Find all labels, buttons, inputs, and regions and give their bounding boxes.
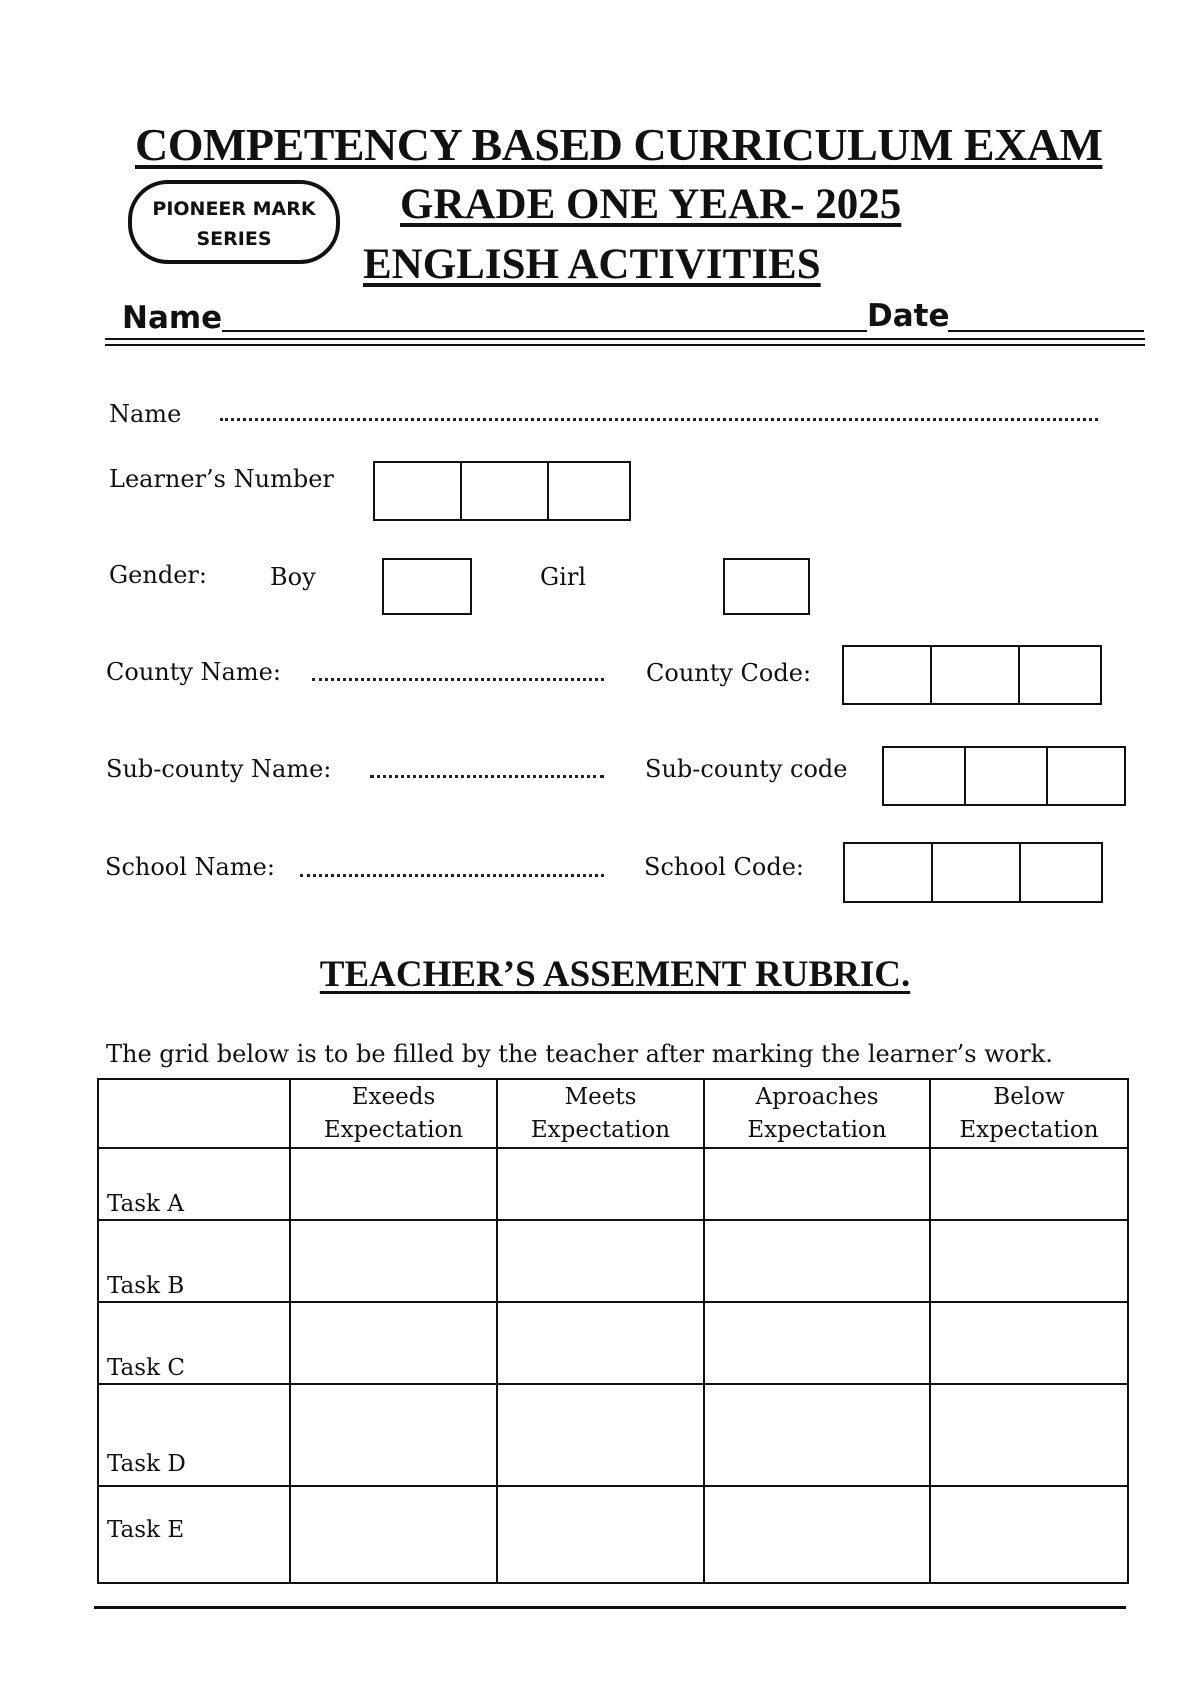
county-name-field[interactable] [312,678,604,681]
learner-number-boxes [373,461,631,521]
header-name-line[interactable] [222,330,867,332]
column-header-line-2: Expectation [530,1117,671,1143]
rubric-cell[interactable] [497,1384,704,1486]
subcounty-name-field[interactable] [370,775,604,778]
header-divider-1 [105,338,1145,340]
subcounty-code-label: Sub-county code [645,755,848,783]
name-label: Name [109,400,182,428]
county-code-boxes [842,645,1102,705]
school-code-boxes [843,842,1103,903]
column-header-line-1: Exeeds [351,1084,436,1110]
rubric-cell[interactable] [930,1220,1128,1302]
rubric-cell[interactable] [290,1302,497,1384]
school-code-digit-3[interactable] [1019,842,1103,903]
rubric-cell[interactable] [290,1148,497,1220]
school-code-label: School Code: [644,853,805,881]
subcounty-code-boxes [882,746,1126,806]
rubric-corner-cell [98,1079,290,1148]
rubric-cell[interactable] [290,1220,497,1302]
rubric-instruction: The grid below is to be filled by the teacher after marking the learner’s work. [106,1040,1053,1068]
name-field[interactable] [220,418,1098,421]
rubric-cell[interactable] [930,1384,1128,1486]
header-name-label: Name [122,300,223,336]
logo-line-1: PIONEER MARK [152,198,316,220]
rubric-cell[interactable] [704,1220,930,1302]
pioneer-mark-logo [128,180,340,264]
rubric-cell[interactable] [930,1486,1128,1583]
rubric-cell[interactable] [930,1148,1128,1220]
subcounty-code-digit-2[interactable] [964,746,1048,806]
school-code-digit-1[interactable] [843,842,933,903]
boy-checkbox[interactable] [382,558,472,615]
subject-title: ENGLISH ACTIVITIES [363,241,821,288]
rubric-row-task-b [98,1220,1128,1302]
learner-number-digit-1[interactable] [373,461,462,521]
column-header-line-2: Expectation [323,1117,464,1143]
rubric-cell[interactable] [497,1486,704,1583]
assessment-rubric-table [97,1078,1129,1584]
task-label: Task C [98,1302,290,1384]
task-label: Task D [98,1384,290,1486]
gender-label: Gender: [109,561,207,589]
rubric-cell[interactable] [704,1148,930,1220]
learner-number-label: Learner’s Number [109,465,334,493]
school-code-digit-2[interactable] [931,842,1021,903]
county-code-digit-2[interactable] [930,645,1020,705]
footer-divider [94,1606,1126,1609]
column-header-approaches [704,1079,930,1148]
county-code-digit-3[interactable] [1018,645,1102,705]
subcounty-code-digit-1[interactable] [882,746,966,806]
logo-line-2: SERIES [196,228,272,250]
rubric-header-row [98,1079,1128,1148]
rubric-cell[interactable] [290,1384,497,1486]
learner-number-digit-3[interactable] [547,461,631,521]
header-date-line[interactable] [948,330,1144,332]
boy-label: Boy [270,563,316,591]
exam-title: COMPETENCY BASED CURRICULUM EXAM [135,119,1103,170]
task-label: Task A [98,1148,290,1220]
learner-number-digit-2[interactable] [460,461,549,521]
rubric-cell[interactable] [704,1486,930,1583]
school-name-field[interactable] [300,874,604,877]
subcounty-code-digit-3[interactable] [1046,746,1126,806]
column-header-line-2: Expectation [747,1117,887,1143]
rubric-cell[interactable] [497,1148,704,1220]
rubric-cell[interactable] [497,1220,704,1302]
grade-year: GRADE ONE YEAR- 2025 [400,181,902,228]
rubric-row-task-c [98,1302,1128,1384]
county-name-label: County Name: [106,658,281,686]
column-header-line-1: Meets [564,1084,637,1110]
girl-label: Girl [540,563,586,591]
column-header-line-1: Aproaches [755,1084,879,1110]
column-header-line-2: Expectation [959,1117,1099,1143]
rubric-title: TEACHER’S ASSEMENT RUBRIC. [319,954,911,995]
column-header-line-1: Below [993,1084,1065,1110]
column-header-meets [497,1079,704,1148]
task-label: Task E [98,1486,290,1583]
rubric-cell[interactable] [704,1302,930,1384]
subcounty-name-label: Sub-county Name: [106,755,332,783]
column-header-below [930,1079,1128,1148]
header-divider-2 [105,344,1145,346]
header-date-label: Date [867,298,950,334]
county-code-label: County Code: [646,659,812,687]
rubric-cell[interactable] [704,1384,930,1486]
rubric-cell[interactable] [290,1486,497,1583]
rubric-row-task-d [98,1384,1128,1486]
school-name-label: School Name: [105,853,275,881]
rubric-cell[interactable] [930,1302,1128,1384]
task-label: Task B [98,1220,290,1302]
rubric-cell[interactable] [497,1302,704,1384]
rubric-row-task-e [98,1486,1128,1583]
girl-checkbox[interactable] [723,558,810,615]
county-code-digit-1[interactable] [842,645,932,705]
column-header-exceeds [290,1079,497,1148]
rubric-row-task-a [98,1148,1128,1220]
